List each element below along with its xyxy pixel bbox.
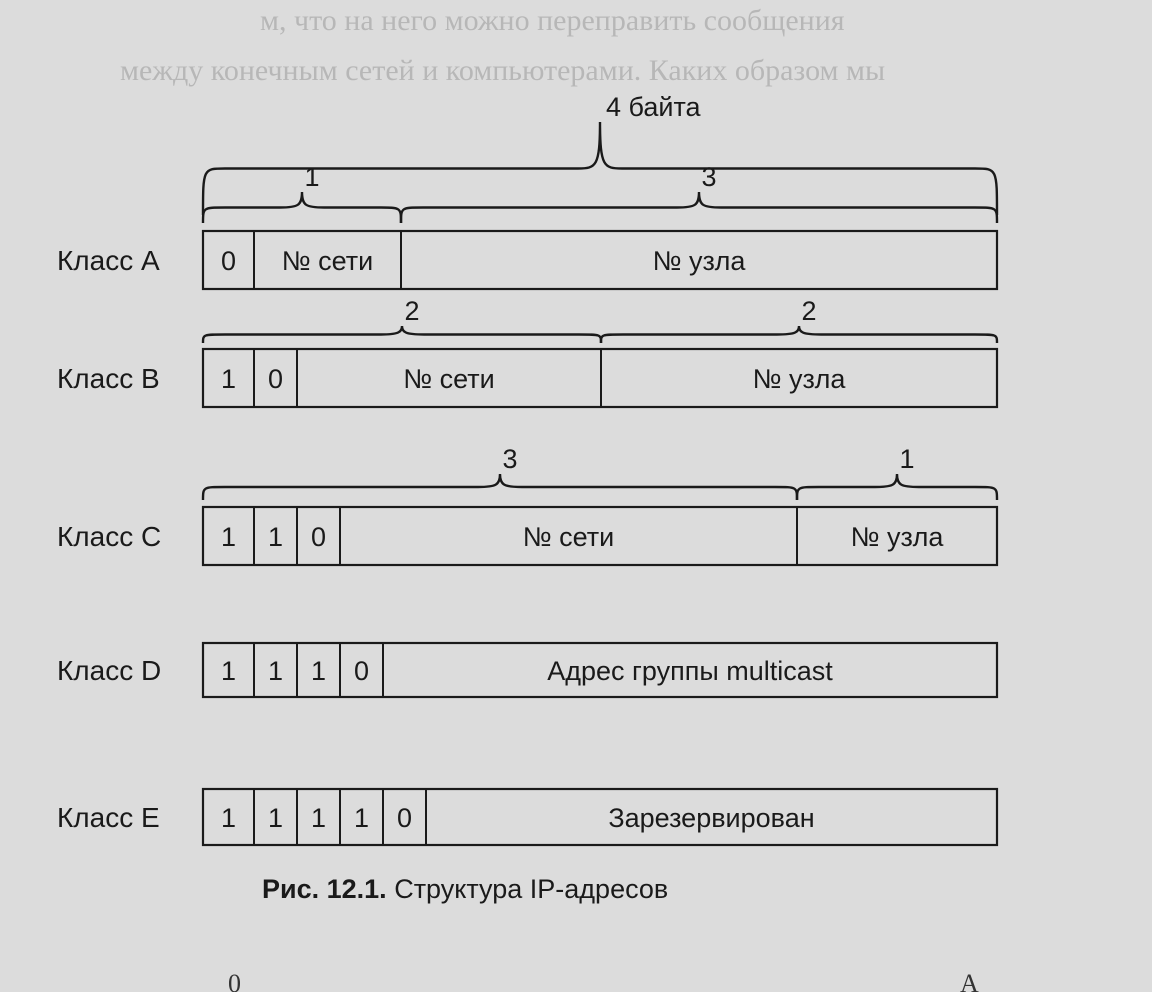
bit-cell: 1 xyxy=(310,656,327,686)
bit-cell: 1 xyxy=(353,803,370,833)
figure-caption xyxy=(262,874,668,904)
bit-cell: 1 xyxy=(310,803,327,833)
label-4-bytes: 4 байта xyxy=(606,92,701,122)
bit-cell: 0 xyxy=(396,803,413,833)
bit-cell: 1 xyxy=(220,656,237,686)
field-cell: № сети xyxy=(522,522,615,552)
brace-byte-count: 1 xyxy=(304,162,320,192)
class-label: Класс A xyxy=(57,245,160,276)
brace-byte-count: 1 xyxy=(899,444,915,474)
bit-cell: 1 xyxy=(220,364,237,394)
field-cell: № сети xyxy=(281,246,374,276)
brace-field-1 xyxy=(203,474,797,500)
brace-field-1 xyxy=(203,192,401,223)
bit-cell: 0 xyxy=(267,364,284,394)
brace-byte-count: 3 xyxy=(701,162,717,192)
bleed-text-line-2: между конечным сетей и компьютерами. Каких образом мы xyxy=(120,54,886,87)
bit-cell: 0 xyxy=(353,656,370,686)
brace-field-2 xyxy=(797,474,997,500)
bit-cell: 0 xyxy=(220,246,237,276)
caption-text: Структура IP-адресов xyxy=(386,874,669,904)
field-cell: № узла xyxy=(652,246,746,276)
field-cell: № узла xyxy=(752,364,846,394)
class-label: Класс D xyxy=(57,655,162,686)
bit-cell: 1 xyxy=(267,522,284,552)
brace-byte-count: 3 xyxy=(502,444,518,474)
class-label: Класс B xyxy=(57,363,160,394)
bit-cell: 1 xyxy=(220,522,237,552)
bit-cell: 1 xyxy=(220,803,237,833)
bit-cell: 1 xyxy=(267,656,284,686)
brace-4-bytes xyxy=(203,122,997,215)
field-cell: № узла xyxy=(850,522,944,552)
class-label: Класс C xyxy=(57,521,162,552)
brace-byte-count: 2 xyxy=(801,296,817,326)
bit-cell: 1 xyxy=(267,803,284,833)
field-cell: Адрес группы multicast xyxy=(547,656,833,686)
field-cell: № сети xyxy=(403,364,495,394)
brace-field-1 xyxy=(203,326,601,343)
brace-field-2 xyxy=(601,326,997,343)
page-bottom-fragment-left: 0 xyxy=(228,969,241,992)
bleed-text-line-1: м, что на него можно переправить сообщения xyxy=(260,4,845,37)
field-cell: Зарезервирован xyxy=(608,803,815,833)
brace-field-2 xyxy=(401,192,997,223)
bit-cell: 0 xyxy=(310,522,327,552)
page-bottom-fragment-right: A xyxy=(960,969,979,992)
caption-number: Рис. 12.1. xyxy=(262,874,387,904)
class-label: Класс E xyxy=(57,802,160,833)
brace-byte-count: 2 xyxy=(404,296,420,326)
